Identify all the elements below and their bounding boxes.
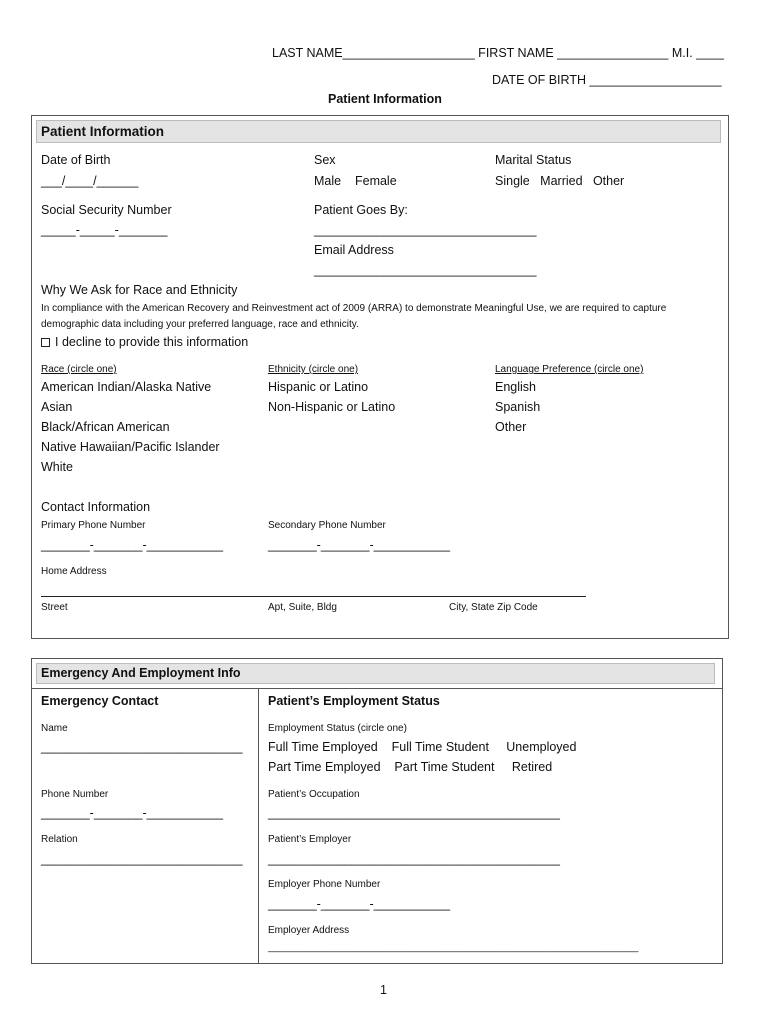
employer-field[interactable]: __________________________________________	[268, 852, 560, 866]
language-option[interactable]: English	[495, 380, 536, 394]
dob-line[interactable]: DATE OF BIRTH ___________________	[492, 73, 722, 87]
employment-options-row-2[interactable]: Part Time Employed Part Time Student Retired	[268, 760, 553, 774]
language-option[interactable]: Other	[495, 420, 527, 434]
divider	[31, 688, 723, 689]
employment-status-title: Patient’s Employment Status	[268, 694, 440, 708]
emergency-name-field[interactable]: _____________________________	[41, 740, 243, 754]
decline-label: I decline to provide this information	[55, 335, 249, 349]
contact-information-title: Contact Information	[41, 500, 151, 514]
race-option[interactable]: American Indian/Alaska Native	[41, 380, 212, 394]
primary-phone-label: Primary Phone Number	[41, 520, 146, 531]
employment-status-label: Employment Status (circle one)	[268, 723, 407, 734]
race-option[interactable]: Asian	[41, 400, 73, 414]
column-divider	[258, 688, 259, 964]
city-state-zip-label: City, State Zip Code	[449, 602, 538, 613]
sex-options[interactable]: Male Female	[314, 174, 397, 188]
relation-label: Relation	[41, 834, 78, 845]
employer-phone-field[interactable]: _______-_______-___________	[268, 897, 451, 911]
marital-status-label: Marital Status	[495, 153, 572, 167]
ethnicity-header: Ethnicity (circle one)	[268, 364, 359, 375]
occupation-label: Patient’s Occupation	[268, 789, 360, 800]
race-option[interactable]: Black/African American	[41, 420, 170, 434]
apt-label: Apt, Suite, Bldg	[268, 602, 337, 613]
name-line[interactable]: LAST NAME___________________ FIRST NAME ________________ M.I. ____	[272, 46, 724, 60]
dob-field[interactable]: ___/____/______	[41, 174, 139, 188]
street-label: Street	[41, 602, 68, 613]
why-text-line-2: demographic data including your preferred language, race and ethnicity.	[41, 319, 359, 330]
employer-label: Patient’s Employer	[268, 834, 352, 845]
home-address-label: Home Address	[41, 566, 107, 577]
why-race-ethnicity-title: Why We Ask for Race and Ethnicity	[41, 283, 238, 297]
sex-label: Sex	[314, 153, 336, 167]
emergency-contact-title: Emergency Contact	[41, 694, 159, 708]
occupation-field[interactable]: __________________________________________	[268, 806, 560, 820]
secondary-phone-label: Secondary Phone Number	[268, 520, 386, 531]
home-address-field[interactable]	[41, 596, 586, 597]
ethnicity-option[interactable]: Hispanic or Latino	[268, 380, 369, 394]
email-label: Email Address	[314, 243, 394, 257]
race-header: Race (circle one)	[41, 364, 117, 375]
ethnicity-option[interactable]: Non-Hispanic or Latino	[268, 400, 396, 414]
ssn-label: Social Security Number	[41, 203, 172, 217]
emergency-phone-field[interactable]: _______-_______-___________	[41, 806, 224, 820]
emergency-name-label: Name	[41, 723, 68, 734]
email-field[interactable]: ________________________________	[314, 263, 537, 277]
dob-label: Date of Birth	[41, 153, 111, 167]
primary-phone-field[interactable]: _______-_______-___________	[41, 538, 224, 552]
language-header: Language Preference (circle one)	[495, 364, 644, 375]
ssn-field[interactable]: _____-_____-_______	[41, 223, 168, 237]
employer-address-field[interactable]: ____________________________________________________________________	[268, 942, 639, 953]
why-text-line-1: In compliance with the American Recovery and Reinvestment act of 2009 (ARRA) to demonstrate Meaningful Use, we are required to capture	[41, 303, 667, 314]
employer-phone-label: Employer Phone Number	[268, 879, 381, 890]
race-option[interactable]: Native Hawaiian/Pacific Islander	[41, 440, 220, 454]
race-option[interactable]: White	[41, 460, 73, 474]
emergency-section-title: Emergency And Employment Info	[41, 666, 241, 680]
marital-status-options[interactable]: Single Married Other	[495, 174, 625, 188]
decline-option[interactable]	[41, 335, 248, 349]
goes-by-label: Patient Goes By:	[314, 203, 408, 217]
form-title: Patient Information	[328, 92, 442, 106]
patient-section-title: Patient Information	[41, 124, 165, 139]
checkbox-icon[interactable]	[41, 338, 50, 347]
emergency-phone-label: Phone Number	[41, 789, 109, 800]
goes-by-field[interactable]: ________________________________	[314, 223, 537, 237]
relation-field[interactable]: _____________________________	[41, 852, 243, 866]
employer-address-label: Employer Address	[268, 925, 350, 936]
language-option[interactable]: Spanish	[495, 400, 541, 414]
secondary-phone-field[interactable]: _______-_______-___________	[268, 538, 451, 552]
patient-information-box	[31, 115, 729, 639]
employment-options-row-1[interactable]: Full Time Employed Full Time Student Unemployed	[268, 740, 577, 754]
page-number: 1	[380, 983, 387, 997]
